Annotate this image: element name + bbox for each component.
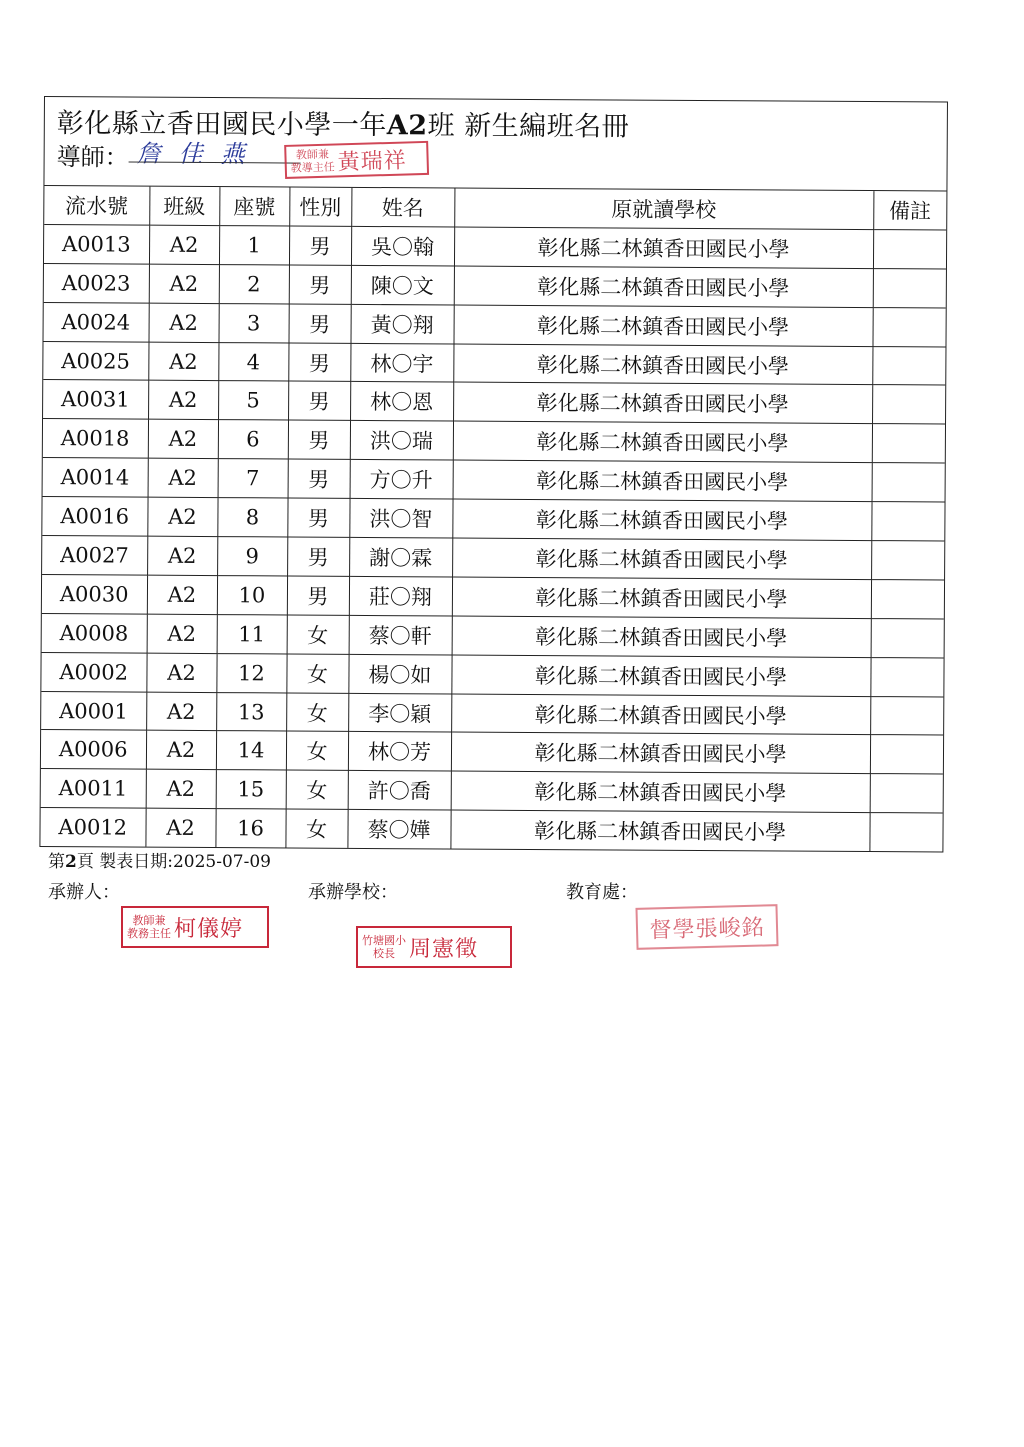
cell-col-serial: A0001 xyxy=(41,691,146,731)
cell-col-class: A2 xyxy=(147,575,217,614)
cell-col-class: A2 xyxy=(148,419,218,458)
cell-col-name: 蔡〇軒 xyxy=(349,615,452,655)
table-row xyxy=(40,808,942,852)
cell-col-class: A2 xyxy=(148,342,218,381)
cell-col-name: 李〇穎 xyxy=(348,693,451,733)
edu-label: 教育處： xyxy=(566,882,638,903)
cell-col-remarks xyxy=(873,229,946,268)
header-col-serial: 流水號 xyxy=(44,186,149,225)
cell-col-class: A2 xyxy=(148,381,218,420)
cell-col-seat: 7 xyxy=(218,459,288,498)
edu-seal-stamp xyxy=(635,904,778,950)
cell-col-school: 彰化縣二林鎮香田國民小學 xyxy=(454,266,873,307)
table-row xyxy=(43,419,945,463)
cell-col-class: A2 xyxy=(149,303,219,342)
cell-col-gender: 男 xyxy=(288,304,350,343)
header-col-name: 姓名 xyxy=(351,188,454,227)
cell-col-gender: 男 xyxy=(288,420,350,459)
cell-col-serial: A0013 xyxy=(44,224,149,264)
handler-seal-line1: 教師兼 xyxy=(132,914,166,927)
cell-col-gender: 男 xyxy=(287,498,349,537)
cell-col-serial: A0008 xyxy=(42,613,147,653)
table-row xyxy=(41,691,943,735)
edu-seal-name: 督學張峻銘 xyxy=(649,914,765,944)
header-col-class: 班級 xyxy=(149,187,219,226)
cell-col-school: 彰化縣二林鎮香田國民小學 xyxy=(454,227,873,268)
cell-col-name: 楊〇如 xyxy=(348,654,451,694)
cell-col-serial: A0016 xyxy=(42,497,147,537)
cell-col-seat: 6 xyxy=(218,420,288,459)
table-row xyxy=(41,730,943,774)
cell-col-serial: A0031 xyxy=(43,380,148,420)
title-text-1: 彰化縣立香田國民小學一年 xyxy=(56,108,387,142)
cell-col-school: 彰化縣二林鎮香田國民小學 xyxy=(453,382,872,423)
teacher-seal-line2: 教導主任 xyxy=(290,160,335,175)
cell-col-seat: 10 xyxy=(217,575,287,614)
table-row xyxy=(42,613,944,657)
cell-col-remarks xyxy=(870,696,943,735)
school-seal-line1: 竹塘國小 xyxy=(362,934,406,947)
cell-col-serial: A0030 xyxy=(42,574,147,614)
cell-col-name: 洪〇智 xyxy=(349,498,452,538)
table-body xyxy=(40,224,946,851)
table-row xyxy=(43,458,945,502)
cell-col-seat: 11 xyxy=(217,614,287,653)
teacher-seal-stamp xyxy=(284,141,429,179)
cell-col-remarks xyxy=(871,579,944,618)
table-row xyxy=(44,302,946,346)
cell-col-serial: A0027 xyxy=(42,536,147,576)
cell-col-seat: 13 xyxy=(216,692,286,731)
cell-col-seat: 5 xyxy=(218,381,288,420)
cell-col-class: A2 xyxy=(149,225,219,264)
header-col-seat: 座號 xyxy=(219,187,289,226)
header-col-gender: 性別 xyxy=(289,188,351,227)
cell-col-gender: 女 xyxy=(287,615,349,654)
cell-col-name: 洪〇瑞 xyxy=(350,421,453,461)
cell-col-class: A2 xyxy=(149,264,219,303)
table-row xyxy=(43,380,945,424)
teacher-line xyxy=(56,137,263,172)
page-number: 2 xyxy=(65,852,77,872)
cell-col-class: A2 xyxy=(146,769,216,808)
handler-seal-name: 柯儀婷 xyxy=(174,916,244,942)
school-seal-name: 周憲徵 xyxy=(409,936,479,962)
roster-table xyxy=(40,186,946,852)
cell-col-serial: A0002 xyxy=(41,652,146,692)
cell-col-name: 方〇升 xyxy=(350,460,453,500)
roster-sheet xyxy=(39,96,948,853)
cell-col-seat: 15 xyxy=(216,770,286,809)
cell-col-remarks xyxy=(872,463,945,502)
school-label: 承辦學校： xyxy=(308,882,398,903)
title-block xyxy=(44,97,947,192)
cell-col-class: A2 xyxy=(146,731,216,770)
handler-seal-stamp xyxy=(121,906,269,948)
cell-col-class: A2 xyxy=(146,692,216,731)
cell-col-class: A2 xyxy=(147,614,217,653)
cell-col-name: 吳〇翰 xyxy=(351,226,454,266)
cell-col-serial: A0012 xyxy=(40,808,145,847)
cell-col-remarks xyxy=(871,502,944,541)
cell-col-school: 彰化縣二林鎮香田國民小學 xyxy=(451,694,870,735)
cell-col-serial: A0011 xyxy=(41,769,146,809)
page-prefix: 第 xyxy=(48,852,65,872)
cell-col-gender: 男 xyxy=(288,381,350,420)
table-row xyxy=(44,224,946,268)
cell-col-gender: 男 xyxy=(287,537,349,576)
header-col-school: 原就讀學校 xyxy=(454,189,873,230)
table-row xyxy=(42,497,944,541)
table-row xyxy=(41,769,943,813)
cell-col-school: 彰化縣二林鎮香田國民小學 xyxy=(453,460,872,501)
cell-col-school: 彰化縣二林鎮香田國民小學 xyxy=(452,538,871,579)
cell-col-serial: A0025 xyxy=(43,341,148,381)
school-seal-stamp xyxy=(356,926,512,968)
table-row xyxy=(42,536,944,580)
cell-col-name: 林〇宇 xyxy=(350,343,453,383)
cell-col-name: 黃〇翔 xyxy=(350,304,453,344)
cell-col-gender: 男 xyxy=(289,265,351,304)
cell-col-gender: 女 xyxy=(286,654,348,693)
table-row xyxy=(41,652,943,696)
cell-col-school: 彰化縣二林鎮香田國民小學 xyxy=(453,344,872,385)
cell-col-seat: 2 xyxy=(219,264,289,303)
cell-col-school: 彰化縣二林鎮香田國民小學 xyxy=(452,499,871,540)
cell-col-school: 彰化縣二林鎮香田國民小學 xyxy=(450,810,869,851)
cell-col-class: A2 xyxy=(147,536,217,575)
cell-col-serial: A0023 xyxy=(44,263,149,303)
cell-col-gender: 男 xyxy=(288,459,350,498)
cell-col-remarks xyxy=(872,385,945,424)
cell-col-remarks xyxy=(872,424,945,463)
cell-col-seat: 14 xyxy=(216,731,286,770)
cell-col-gender: 女 xyxy=(286,693,348,732)
cell-col-remarks xyxy=(871,618,944,657)
cell-col-gender: 男 xyxy=(289,226,351,265)
cell-col-seat: 12 xyxy=(216,653,286,692)
cell-col-gender: 男 xyxy=(287,576,349,615)
cell-col-remarks xyxy=(870,735,943,774)
cell-col-gender: 女 xyxy=(286,770,348,809)
cell-col-school: 彰化縣二林鎮香田國民小學 xyxy=(452,616,871,657)
teacher-signature: 詹佳燕 xyxy=(136,139,263,169)
table-header-row xyxy=(44,186,946,230)
teacher-seal-name: 黃瑞祥 xyxy=(337,147,408,175)
cell-col-name: 林〇芳 xyxy=(348,732,451,772)
handler-seal-line2: 教務主任 xyxy=(127,927,171,940)
cell-col-name: 陳〇文 xyxy=(351,265,454,305)
page-date: 頁 製表日期:2025-07-09 xyxy=(76,852,271,872)
cell-col-seat: 1 xyxy=(219,225,289,264)
cell-col-class: A2 xyxy=(146,653,216,692)
cell-col-school: 彰化縣二林鎮香田國民小學 xyxy=(451,732,870,773)
cell-col-gender: 女 xyxy=(285,809,347,848)
cell-col-school: 彰化縣二林鎮香田國民小學 xyxy=(451,771,870,812)
school-seal-line2: 校長 xyxy=(373,947,395,960)
cell-col-seat: 3 xyxy=(218,303,288,342)
handler-label: 承辦人： xyxy=(48,882,120,903)
cell-col-remarks xyxy=(871,541,944,580)
cell-col-serial: A0006 xyxy=(41,730,146,770)
cell-col-name: 謝〇霖 xyxy=(349,537,452,577)
title-class: A2 xyxy=(386,110,428,142)
cell-col-seat: 4 xyxy=(218,342,288,381)
footer-page-info xyxy=(48,847,271,872)
cell-col-remarks xyxy=(872,307,945,346)
cell-col-gender: 女 xyxy=(286,731,348,770)
cell-col-class: A2 xyxy=(145,808,215,847)
cell-col-remarks xyxy=(870,657,943,696)
cell-col-school: 彰化縣二林鎮香田國民小學 xyxy=(453,305,872,346)
table-row xyxy=(42,574,944,618)
cell-col-school: 彰化縣二林鎮香田國民小學 xyxy=(452,577,871,618)
cell-col-remarks xyxy=(873,268,946,307)
cell-col-school: 彰化縣二林鎮香田國民小學 xyxy=(453,421,872,462)
cell-col-serial: A0018 xyxy=(43,419,148,459)
cell-col-name: 許〇喬 xyxy=(348,771,451,811)
title-text-2: 班 新生編班名冊 xyxy=(427,110,630,143)
cell-col-class: A2 xyxy=(147,497,217,536)
teacher-seal-line1: 教師兼 xyxy=(295,147,330,162)
cell-col-seat: 8 xyxy=(217,498,287,537)
cell-col-school: 彰化縣二林鎮香田國民小學 xyxy=(451,655,870,696)
cell-col-seat: 9 xyxy=(217,537,287,576)
cell-col-remarks xyxy=(872,346,945,385)
cell-col-seat: 16 xyxy=(215,809,285,848)
cell-col-class: A2 xyxy=(148,458,218,497)
cell-col-remarks xyxy=(869,813,942,852)
table-row xyxy=(44,263,946,307)
cell-col-name: 林〇恩 xyxy=(350,382,453,422)
header-col-remarks: 備註 xyxy=(873,191,946,230)
table-row xyxy=(43,341,945,385)
cell-col-serial: A0014 xyxy=(43,458,148,498)
teacher-label: 導師： xyxy=(56,143,129,172)
cell-col-serial: A0024 xyxy=(44,302,149,342)
cell-col-name: 莊〇翔 xyxy=(349,576,452,616)
cell-col-gender: 男 xyxy=(288,343,350,382)
cell-col-name: 蔡〇嬅 xyxy=(347,810,450,849)
cell-col-remarks xyxy=(870,774,943,813)
